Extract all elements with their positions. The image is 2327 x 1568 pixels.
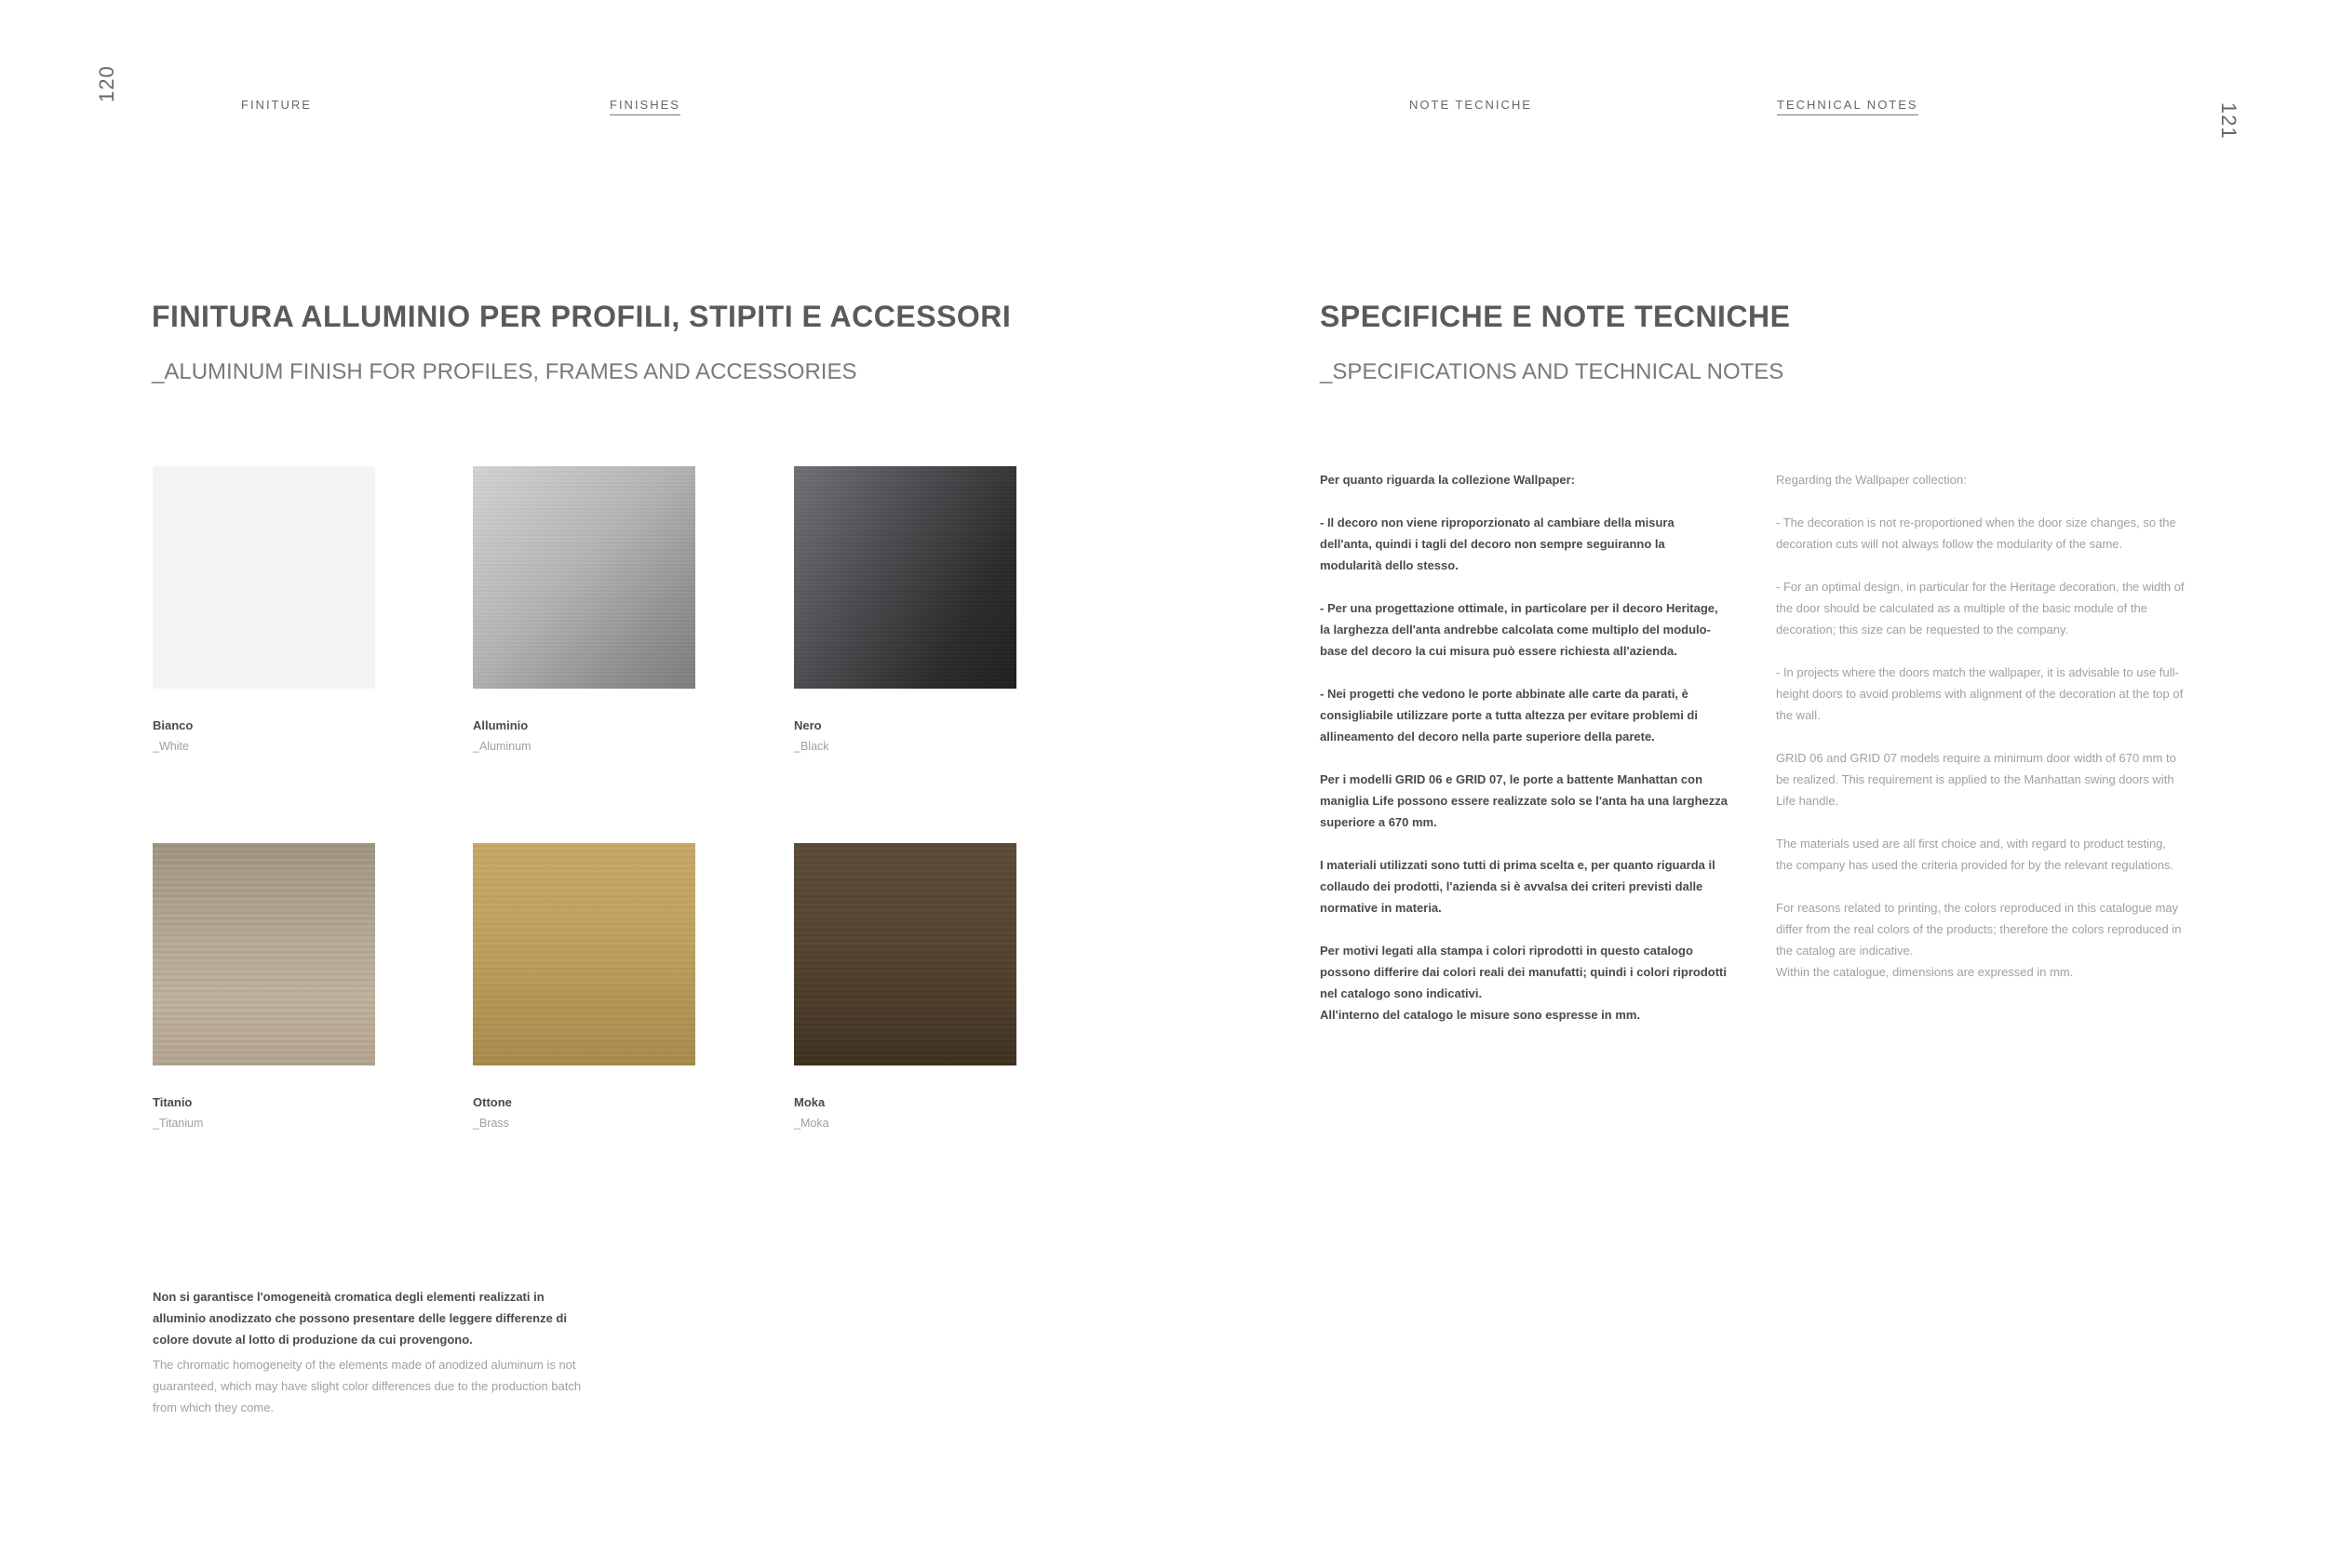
nav-technical-notes[interactable]: TECHNICAL NOTES [1777, 99, 1918, 115]
swatch-ottone [473, 843, 695, 1065]
swatch-sub-titanio: _Titanium [153, 1117, 204, 1130]
swatch-sub-alluminio: _Aluminum [473, 740, 531, 753]
text-line: - Il decoro non viene riproporzionato al cambiare della misura dell'anta, quindi i tagli del decoro non sempre seguiranno la modularità dello stesso. [1320, 516, 1675, 572]
text-line: All'interno del catalogo le misure sono espresse in mm. [1320, 1008, 1641, 1022]
nav-note-tecniche[interactable]: NOTE TECNICHE [1409, 98, 1532, 112]
swatch-moka [794, 843, 1016, 1065]
paragraph [1776, 576, 2186, 640]
swatch-alluminio [473, 466, 695, 689]
text-line: Per i modelli GRID 06 e GRID 07, le porte a battente Manhattan con maniglia Life possono essere realizzate solo se l'anta ha una larghezza superiore a 670 mm. [1320, 772, 1728, 829]
page-number-right: 121 [2217, 102, 2240, 140]
swatch-sub-bianco: _White [153, 740, 189, 753]
paragraph [1776, 833, 2186, 876]
paragraph [1320, 683, 1729, 747]
right-page-title: SPECIFICHE E NOTE TECNICHE [1320, 300, 1791, 333]
text-line: Per quanto riguarda la collezione Wallpaper: [1320, 473, 1576, 487]
nav-finiture[interactable]: FINITURE [241, 98, 312, 112]
text-line: Within the catalogue, dimensions are expressed in mm. [1776, 965, 2074, 979]
nav-finishes[interactable]: FINISHES [610, 99, 680, 115]
text-line: Per motivi legati alla stampa i colori riprodotti in questo catalogo possono differire dai colori reali dei manufatti; quindi i colori riprodotti nel catalogo sono indicativi. [1320, 944, 1727, 1000]
paragraph [1776, 747, 2186, 811]
swatch-bianco [153, 466, 375, 689]
text-line: Regarding the Wallpaper collection: [1776, 473, 1967, 487]
right-page-subtitle: _SPECIFICATIONS AND TECHNICAL NOTES [1320, 359, 1784, 384]
swatch-name-moka: Moka [794, 1095, 826, 1109]
text-line: For reasons related to printing, the colors reproduced in this catalogue may differ from the real colors of the products; therefore the colors reproduced in the catalog are indicative. [1776, 901, 2182, 958]
paragraph [1776, 897, 2186, 983]
paragraph [1776, 512, 2186, 555]
swatch-nero [794, 466, 1016, 689]
swatch-sub-ottone: _Brass [473, 1117, 509, 1130]
swatch-name-ottone: Ottone [473, 1095, 512, 1109]
paragraph [1320, 597, 1729, 662]
text-line: - The decoration is not re-proportioned when the door size changes, so the decoration cuts will not always follow the modularity of the same. [1776, 516, 2176, 551]
page-number-left: 120 [95, 65, 118, 102]
text-line: - Nei progetti che vedono le porte abbinate alle carte da parati, è consigliabile utilizzare porte a tutta altezza per evitare problemi di allineamento del decoro nella parte superiore della parete. [1320, 687, 1698, 744]
swatch-name-titanio: Titanio [153, 1095, 193, 1109]
technical-notes-english [1776, 469, 2186, 1004]
swatch-titanio [153, 843, 375, 1065]
text-line: - Per una progettazione ottimale, in particolare per il decoro Heritage, la larghezza dell'anta andrebbe calcolata come multiplo del modulo-base del decoro la cui misura può essere richiesta all'azienda. [1320, 601, 1718, 658]
text-line: - For an optimal design, in particular for the Heritage decoration, the width of the door should be calculated as a multiple of the basic module of the decoration; this size can be requested to the company. [1776, 580, 2185, 637]
text-line: I materiali utilizzati sono tutti di prima scelta e, per quanto riguarda il collaudo dei prodotti, l'azienda si è avvalsa dei criteri previsti dalle normative in materia. [1320, 858, 1715, 915]
swatch-sub-nero: _Black [794, 740, 829, 753]
finish-note-italian: Non si garantisce l'omogeneità cromatica degli elementi realizzati in alluminio anodizzato che possono presentare delle leggere differenze di colore dovute al lotto di produzione da cui provengono. [153, 1290, 567, 1347]
paragraph [1776, 469, 2186, 490]
swatch-name-nero: Nero [794, 718, 822, 732]
paragraph [1320, 469, 1729, 490]
technical-notes-italian [1320, 469, 1729, 1047]
swatch-sub-moka: _Moka [794, 1117, 829, 1130]
paragraph [1320, 769, 1729, 833]
left-page-subtitle: _ALUMINUM FINISH FOR PROFILES, FRAMES AND ACCESSORIES [152, 359, 857, 384]
text-line: The materials used are all first choice and, with regard to product testing, the company has used the criteria provided for by the relevant regulations. [1776, 837, 2174, 872]
left-page-title: FINITURA ALLUMINIO PER PROFILI, STIPITI E ACCESSORI [152, 300, 1012, 333]
paragraph [1776, 662, 2186, 726]
paragraph [1320, 854, 1729, 918]
paragraph [1320, 940, 1729, 1025]
finish-note-english: The chromatic homogeneity of the elements made of anodized aluminum is not guaranteed, which may have slight color differences due to the production batch from which they come. [153, 1358, 582, 1414]
swatch-name-alluminio: Alluminio [473, 718, 529, 732]
paragraph [1320, 512, 1729, 576]
text-line: - In projects where the doors match the wallpaper, it is advisable to use full-height doors to avoid problems with alignment of the decoration at the top of the wall. [1776, 665, 2184, 722]
swatch-name-bianco: Bianco [153, 718, 194, 732]
text-line: GRID 06 and GRID 07 models require a minimum door width of 670 mm to be realized. This requirement is applied to the Manhattan swing doors with Life handle. [1776, 751, 2176, 808]
